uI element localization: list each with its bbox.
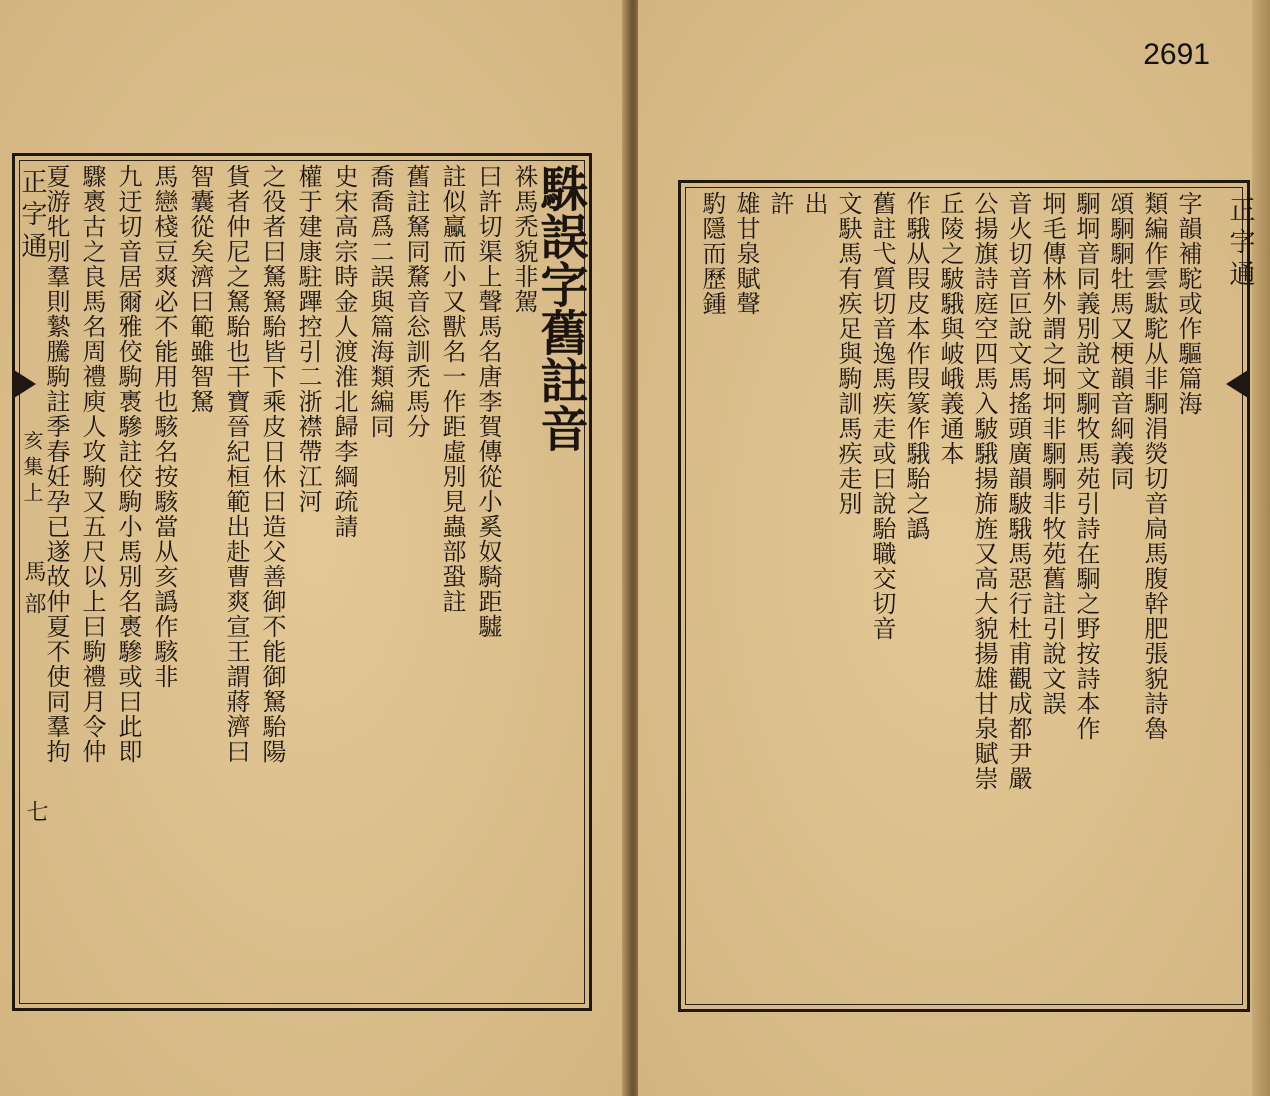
margin-folio: 七 xyxy=(23,800,48,828)
text-column: 舊註駑同騖音忩訓禿馬分 xyxy=(402,164,430,439)
left-text-frame xyxy=(12,153,592,1011)
text-column: 作騀从叚皮本作叚篆作騀駘之譌 xyxy=(902,191,930,541)
text-column: 貨者仲尼之駑駘也干寶晉紀桓範出赴曹爽宣王謂蔣濟曰 xyxy=(222,164,250,764)
text-column: 夏游牝別羣則縶騰駒註季春妊孕已遂故仲夏不使同羣拘 xyxy=(42,164,70,764)
text-column: 音火切音叵說文馬搖頭廣韻駊騀馬惡行杜甫觀成都尹嚴 xyxy=(1004,191,1032,791)
text-column: 許 xyxy=(766,191,794,216)
fish-tail-mark xyxy=(1226,370,1248,398)
text-column: 駯誤字舊註音 xyxy=(532,164,588,452)
text-column: 字韻補駝或作驅篇海 xyxy=(1174,191,1202,416)
text-column: 馬戀棧豆爽必不能用也駭名按駭當从亥譌作駭非 xyxy=(150,164,178,689)
text-column: 類編作雲駄駝从非駉涓熒切音扃馬腹幹肥張貌詩魯 xyxy=(1140,191,1168,741)
text-column: 史宋高宗時金人渡淮北歸李綱疏請 xyxy=(330,164,358,539)
text-column: 註似驘而小又獸名一作距虛別見蟲部蛩註 xyxy=(438,164,466,614)
margin-title-right: 正字通 xyxy=(1225,196,1255,292)
page-number: 2691 xyxy=(1143,38,1210,71)
margin-title: 正字通 xyxy=(17,168,47,264)
text-column: 喬喬爲二誤與篇海類編同 xyxy=(366,164,394,439)
margin-section: 馬部 xyxy=(21,560,46,624)
text-column: 駉坰音同義別說文駉牧馬苑引詩在駉之野按詩本作 xyxy=(1072,191,1100,741)
text-column: 智囊從矣濟曰範雖智駑 xyxy=(186,164,214,414)
fish-tail-mark xyxy=(14,370,36,398)
text-column: 曰許切渠上聲馬名唐李賀傳從小奚奴騎距驉 xyxy=(474,164,502,639)
text-column: 之役者曰駑駑駘皆下乘皮日休曰造父善御不能御駑駘陽 xyxy=(258,164,286,764)
margin-volume: 亥集上 xyxy=(20,430,44,508)
text-column: 驟褭古之良馬名周禮庾人攻駒又五尺以上曰駒禮月令仲 xyxy=(78,164,106,764)
text-column: 九迂切音居爾雅佼駒褭驂註佼駒小馬別名褭驂或曰此即 xyxy=(114,164,142,764)
text-column: 公揚旗詩庭空四馬入駊騀揚旆旌又高大貌揚雄甘泉賦崇 xyxy=(970,191,998,791)
right-text-frame xyxy=(678,180,1250,1012)
text-column: 文駃馬有疾足與駒訓馬疾走別 xyxy=(834,191,862,516)
text-column: 坰毛傳林外謂之坰坰非駉駉非牧苑舊註引說文誤 xyxy=(1038,191,1066,716)
text-column: 馰隱而歷鍾 xyxy=(698,191,726,316)
left-page xyxy=(0,0,628,1096)
text-column: 頌駉駉牡馬又梗韻音絅義同 xyxy=(1106,191,1134,491)
page-edge xyxy=(1252,0,1270,1096)
text-column: 出 xyxy=(800,191,828,216)
text-column: 雄甘泉賦聲 xyxy=(732,191,760,316)
text-column: 舊註弋質切音逸馬疾走或曰說駘職交切音 xyxy=(868,191,896,641)
text-column: 袾馬禿貌非駕 xyxy=(510,164,538,314)
text-column: 權于建康駐蹕控引二浙襟帶江河 xyxy=(294,164,322,514)
text-column: 丘陵之駊騀與岥峨義通本 xyxy=(936,191,964,466)
